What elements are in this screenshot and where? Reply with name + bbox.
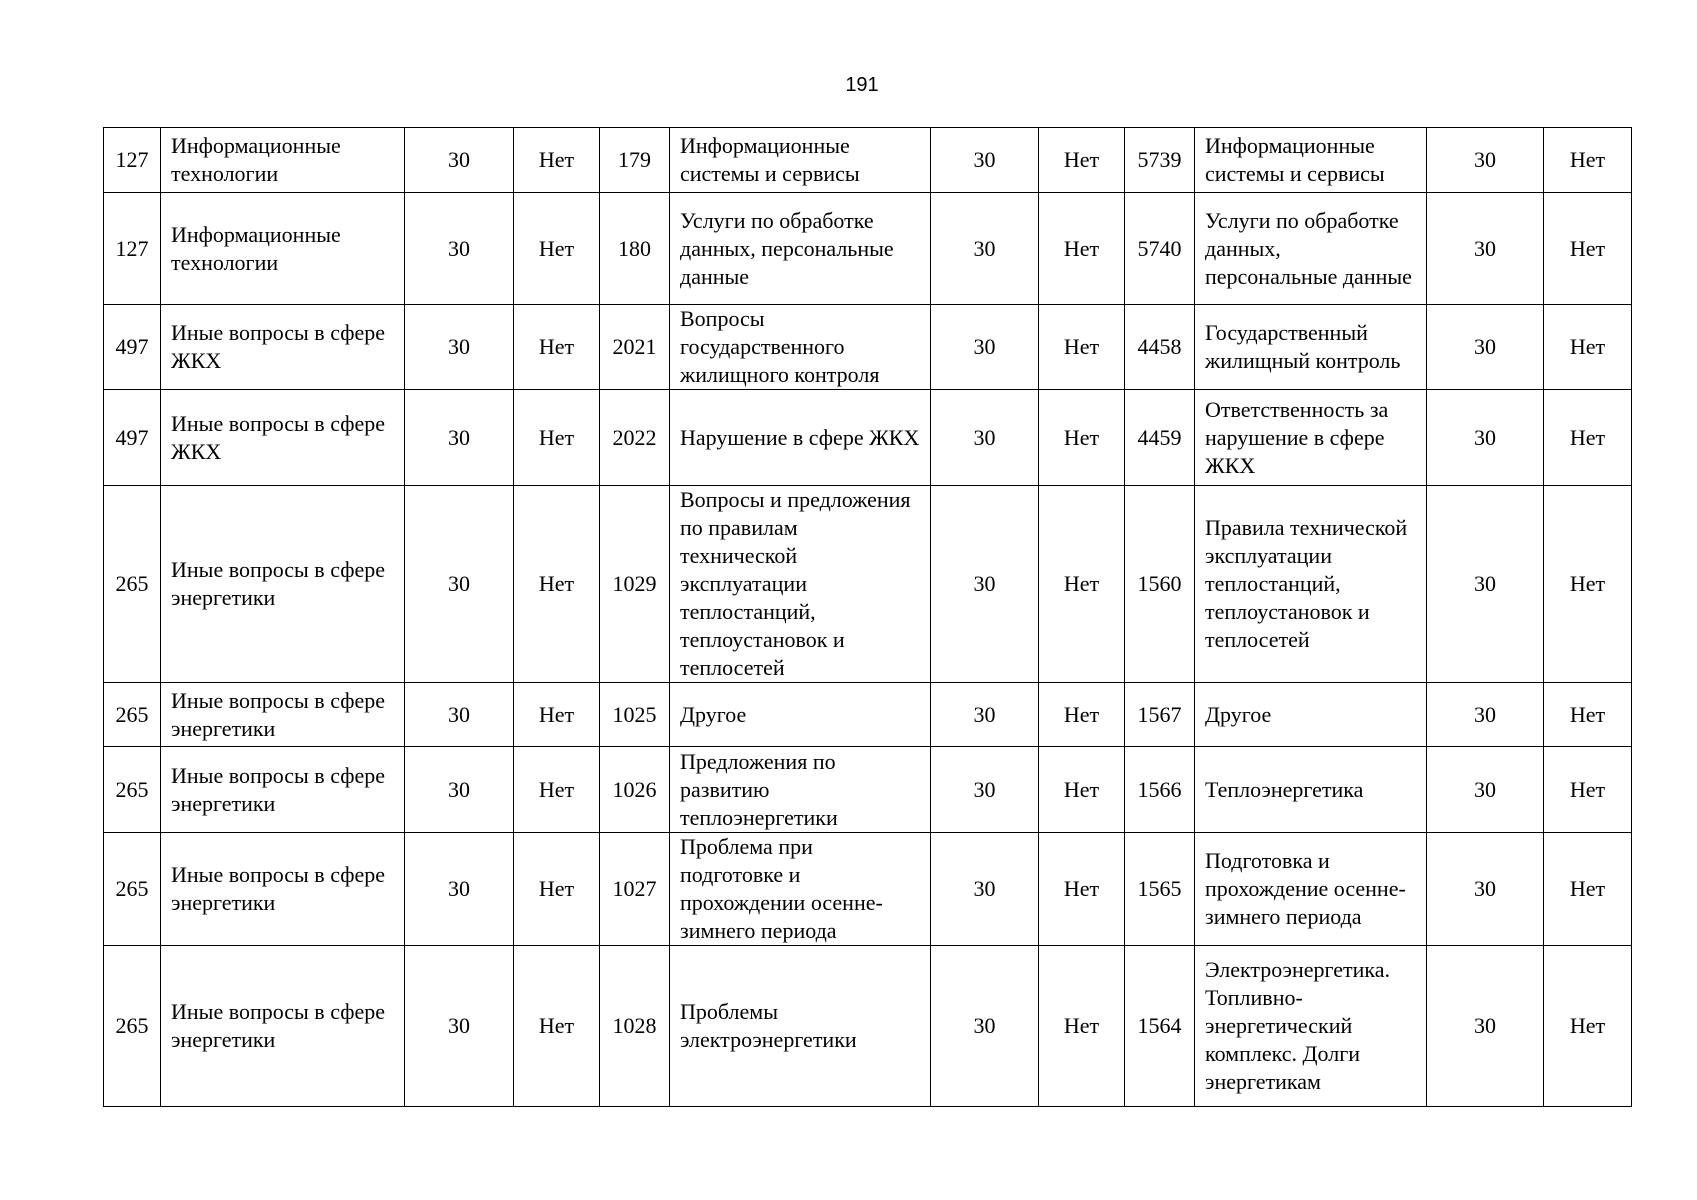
cell-question-code: 1560	[1125, 486, 1195, 683]
cell-term-days: 30	[1427, 390, 1544, 486]
cell-flag: Нет	[514, 747, 600, 833]
cell-term-days: 30	[931, 486, 1039, 683]
cell-flag: Нет	[514, 305, 600, 390]
cell-flag: Нет	[1544, 683, 1632, 747]
cell-parent-topic: Иные вопросы в сфере ЖКХ	[161, 305, 405, 390]
cell-question: Электроэнергетика. Топливно-энергетический комплекс. Долги энергетикам	[1195, 946, 1427, 1107]
cell-question-code: 1564	[1125, 946, 1195, 1107]
cell-flag: Нет	[514, 946, 600, 1107]
cell-term-days: 30	[405, 747, 514, 833]
cell-subtopic: Проблемы электроэнергетики	[670, 946, 931, 1107]
table-body	[104, 128, 1632, 1107]
cell-question: Подготовка и прохождение осенне-зимнего периода	[1195, 833, 1427, 946]
cell-flag: Нет	[1039, 946, 1125, 1107]
cell-flag: Нет	[1544, 486, 1632, 683]
cell-term-days: 30	[405, 193, 514, 305]
cell-flag: Нет	[1544, 390, 1632, 486]
cell-parent-code: 127	[104, 128, 161, 193]
cell-subtopic-code: 2021	[600, 305, 670, 390]
cell-flag: Нет	[1039, 747, 1125, 833]
cell-term-days: 30	[1427, 486, 1544, 683]
cell-term-days: 30	[1427, 683, 1544, 747]
classification-table	[103, 127, 1632, 1107]
cell-term-days: 30	[931, 747, 1039, 833]
cell-parent-topic: Иные вопросы в сфере энергетики	[161, 486, 405, 683]
cell-question: Правила технической эксплуатации теплостанций, теплоустановок и теплосетей	[1195, 486, 1427, 683]
cell-question-code: 1565	[1125, 833, 1195, 946]
cell-parent-code: 265	[104, 486, 161, 683]
cell-subtopic: Другое	[670, 683, 931, 747]
cell-term-days: 30	[931, 946, 1039, 1107]
cell-term-days: 30	[1427, 193, 1544, 305]
cell-term-days: 30	[1427, 128, 1544, 193]
table-row	[104, 486, 1632, 683]
cell-parent-topic: Иные вопросы в сфере энергетики	[161, 747, 405, 833]
cell-question-code: 5740	[1125, 193, 1195, 305]
cell-question-code: 1566	[1125, 747, 1195, 833]
cell-question-code: 5739	[1125, 128, 1195, 193]
cell-flag: Нет	[1039, 128, 1125, 193]
cell-parent-code: 265	[104, 833, 161, 946]
page-number: 191	[845, 74, 879, 96]
cell-flag: Нет	[1544, 833, 1632, 946]
cell-flag: Нет	[1544, 128, 1632, 193]
cell-parent-code: 497	[104, 390, 161, 486]
cell-term-days: 30	[1427, 747, 1544, 833]
cell-flag: Нет	[514, 193, 600, 305]
cell-subtopic: Вопросы и предложения по правилам технической эксплуатации теплостанций, теплоустановок и теплосетей	[670, 486, 931, 683]
cell-question-code: 4459	[1125, 390, 1195, 486]
cell-subtopic-code: 1027	[600, 833, 670, 946]
cell-term-days: 30	[1427, 305, 1544, 390]
cell-subtopic-code: 1026	[600, 747, 670, 833]
cell-flag: Нет	[514, 390, 600, 486]
cell-parent-topic: Иные вопросы в сфере энергетики	[161, 683, 405, 747]
cell-term-days: 30	[931, 833, 1039, 946]
cell-term-days: 30	[931, 305, 1039, 390]
cell-subtopic-code: 1028	[600, 946, 670, 1107]
cell-subtopic: Услуги по обработке данных, персональные данные	[670, 193, 931, 305]
cell-question: Услуги по обработке данных, персональные данные	[1195, 193, 1427, 305]
cell-parent-code: 127	[104, 193, 161, 305]
table-row	[104, 193, 1632, 305]
cell-term-days: 30	[405, 833, 514, 946]
table-row	[104, 305, 1632, 390]
table-row	[104, 747, 1632, 833]
cell-parent-code: 497	[104, 305, 161, 390]
cell-flag: Нет	[514, 683, 600, 747]
cell-subtopic-code: 180	[600, 193, 670, 305]
cell-term-days: 30	[405, 683, 514, 747]
cell-subtopic: Предложения по развитию теплоэнергетики	[670, 747, 931, 833]
cell-term-days: 30	[405, 486, 514, 683]
cell-term-days: 30	[1427, 833, 1544, 946]
cell-flag: Нет	[1544, 747, 1632, 833]
cell-parent-code: 265	[104, 747, 161, 833]
cell-question: Другое	[1195, 683, 1427, 747]
cell-term-days: 30	[931, 193, 1039, 305]
cell-term-days: 30	[931, 390, 1039, 486]
cell-term-days: 30	[931, 128, 1039, 193]
cell-subtopic-code: 1025	[600, 683, 670, 747]
cell-term-days: 30	[405, 390, 514, 486]
cell-parent-topic: Иные вопросы в сфере энергетики	[161, 833, 405, 946]
cell-parent-code: 265	[104, 683, 161, 747]
table-row	[104, 833, 1632, 946]
cell-subtopic-code: 2022	[600, 390, 670, 486]
cell-flag: Нет	[1039, 833, 1125, 946]
cell-flag: Нет	[1039, 390, 1125, 486]
cell-question: Информационные системы и сервисы	[1195, 128, 1427, 193]
cell-question-code: 4458	[1125, 305, 1195, 390]
cell-flag: Нет	[1039, 193, 1125, 305]
cell-term-days: 30	[1427, 946, 1544, 1107]
cell-flag: Нет	[1039, 486, 1125, 683]
cell-parent-topic: Информационные технологии	[161, 193, 405, 305]
cell-flag: Нет	[1039, 305, 1125, 390]
table-row	[104, 128, 1632, 193]
table-row	[104, 683, 1632, 747]
table-row	[104, 946, 1632, 1107]
cell-flag: Нет	[1039, 683, 1125, 747]
cell-question: Государственный жилищный контроль	[1195, 305, 1427, 390]
cell-parent-code: 265	[104, 946, 161, 1107]
cell-subtopic: Информационные системы и сервисы	[670, 128, 931, 193]
cell-subtopic-code: 179	[600, 128, 670, 193]
cell-flag: Нет	[1544, 305, 1632, 390]
cell-term-days: 30	[405, 305, 514, 390]
cell-parent-topic: Информационные технологии	[161, 128, 405, 193]
cell-flag: Нет	[514, 833, 600, 946]
cell-subtopic: Вопросы государственного жилищного контроля	[670, 305, 931, 390]
cell-parent-topic: Иные вопросы в сфере ЖКХ	[161, 390, 405, 486]
cell-subtopic: Проблема при подготовке и прохождении осенне-зимнего периода	[670, 833, 931, 946]
cell-subtopic-code: 1029	[600, 486, 670, 683]
cell-parent-topic: Иные вопросы в сфере энергетики	[161, 946, 405, 1107]
table-row	[104, 390, 1632, 486]
cell-flag: Нет	[514, 128, 600, 193]
cell-flag: Нет	[1544, 193, 1632, 305]
cell-question: Ответственность за нарушение в сфере ЖКХ	[1195, 390, 1427, 486]
cell-flag: Нет	[1544, 946, 1632, 1107]
cell-term-days: 30	[931, 683, 1039, 747]
cell-question: Теплоэнергетика	[1195, 747, 1427, 833]
cell-subtopic: Нарушение в сфере ЖКХ	[670, 390, 931, 486]
cell-question-code: 1567	[1125, 683, 1195, 747]
cell-flag: Нет	[514, 486, 600, 683]
cell-term-days: 30	[405, 946, 514, 1107]
cell-term-days: 30	[405, 128, 514, 193]
